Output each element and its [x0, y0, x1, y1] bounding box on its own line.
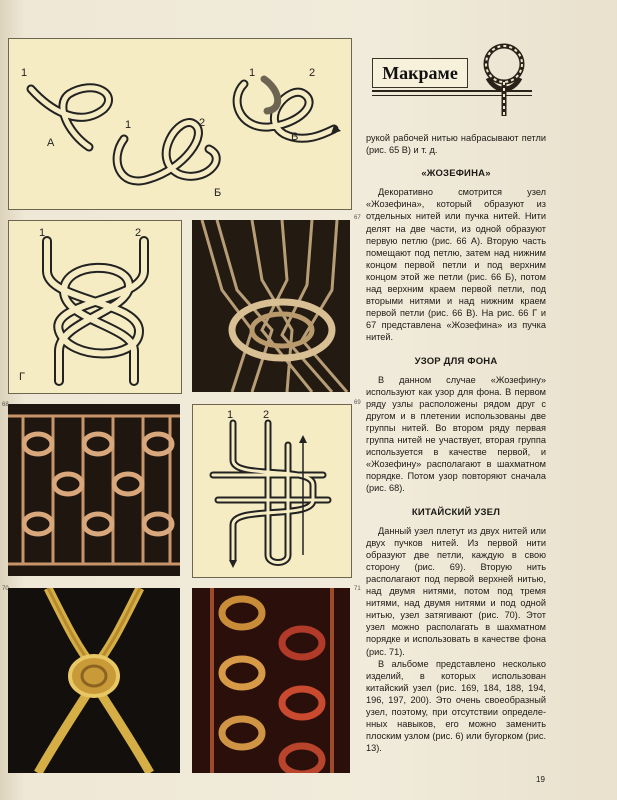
background-pattern-photo: [8, 404, 180, 576]
paragraph-album: В альбоме представлено несколько изделий, в которых использован китайский узел (рис. 169, 184, 188, 194, 196, 197, 200). Это очень своеобразный узел, поэтому, при отсутствии определенных навыков, его можно заменить плоским узлом (рис. 6) или бугорком (рис. 13).: [366, 658, 546, 754]
fig67-number: 67: [354, 215, 361, 221]
heading-josephine: «ЖОЗЕФИНА»: [421, 168, 491, 180]
heading-background-pattern: УЗОР ДЛЯ ФОНА: [414, 355, 498, 367]
paragraph-josephine: Декоративно смотрится узел «Жозефина», который образуют из отдельных нитей или пучка нитей. Нити делят на две части, из одной образуют первую петлю (рис. 66 А). Вторую часть помещают под петлю, затем над нижним концом первой петли и под верхним концом этой же петли (рис. 66 Б), потом над верхним краем первой петли, под вторыми нитями и над нижним краем первой петли (рис. 66 В). На рис. 66 Г и 67 представлена «Жозефина» из пучка нитей.: [366, 187, 546, 343]
fig65-label-1c: 1: [249, 67, 256, 79]
fig69-label-1: 1: [227, 409, 234, 421]
fig65-label-1b: 1: [125, 119, 132, 131]
fig65-label-2c: 2: [309, 67, 316, 79]
figure-69-diagram: [192, 404, 352, 578]
josephine-knot-svg: [9, 221, 181, 393]
rope-knot-ornament: [476, 38, 532, 118]
fig65-label-b: Б: [214, 187, 222, 199]
figure-65-diagram: [8, 38, 352, 210]
figure-66g-diagram: [8, 220, 182, 394]
fig65-label-a: А: [47, 137, 55, 149]
fig66g-label-g: Г: [19, 371, 25, 383]
heading-chinese-knot: КИТАЙСКИЙ УЗЕЛ: [411, 506, 501, 518]
paragraph-background-pattern: В данном случае «Жозефину» используют как узор для фона. В первом ряду узлы расположены рядом друг с другом и в плетении использованы две группы нитей. Во втором ряду первая группа нитей не участвует, вторая группа используется в качестве первой, и «Жозефину» располагают в шахматном порядке. Потом узор повторяют сначала (рис. 68).: [366, 374, 546, 494]
figure-70-photo: [8, 588, 180, 773]
fig69-label-2: 2: [263, 409, 270, 421]
fig69-number: 69: [354, 400, 361, 406]
section-title-block: [372, 38, 552, 128]
figure-68-photo: [8, 404, 180, 576]
fig66g-label-1: 1: [39, 227, 46, 239]
fig68-number: 68: [2, 402, 9, 408]
fig65-label-v: В: [291, 131, 299, 143]
article-text-column: [366, 132, 546, 754]
figure-67-photo: [192, 220, 350, 392]
page-number: 19: [536, 775, 545, 784]
chinese-knot-diagram-svg: [193, 405, 351, 577]
chinese-knot-photo: [8, 588, 180, 773]
josephine-photo-illustration: [192, 220, 350, 392]
fig65-label-1a: 1: [21, 67, 28, 79]
fig71-number: 71: [354, 586, 361, 592]
section-title: Макраме: [372, 58, 468, 88]
figure-71-photo: [192, 588, 350, 773]
paragraph-chinese-knot: Данный узел плетут из двух нитей или двух пучков нитей. Из первой нити образуют две петли, каждую в свою сторону (рис. 69). Вторую нить располагают под первой верхней нитью, над двумя нитями, потом под тремя нитями, над двумя нитями и под одной нитью, узел затягивают (рис. 70). Этот узел можно располагать в шахматном порядке и использовать в качестве фона (рис. 71).: [366, 525, 546, 657]
fig65-label-2b: 2: [199, 117, 206, 129]
fig66g-label-2: 2: [135, 227, 142, 239]
fig70-number: 70: [2, 586, 9, 592]
loop-diagram-svg: [9, 39, 351, 209]
intro-paragraph: рукой рабочей нитью набрасывают петли (рис. 65 В) и т. д.: [366, 133, 546, 156]
chinese-knot-pattern-photo: [192, 588, 350, 773]
